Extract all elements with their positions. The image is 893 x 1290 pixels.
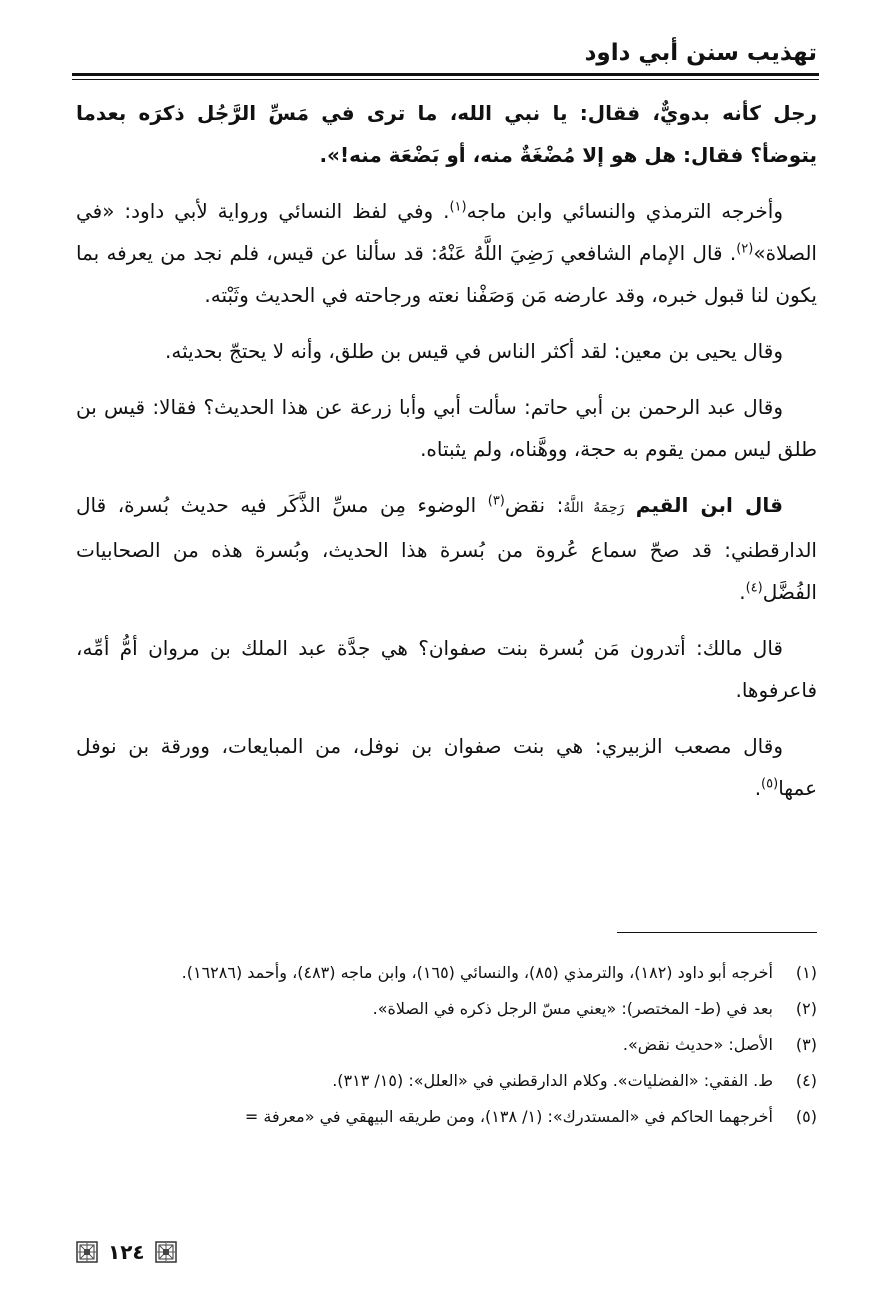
footnote-item (76, 1099, 817, 1135)
footnote-ref-5[interactable]: (٥) (761, 776, 779, 792)
footnote-number: (٣) (795, 1035, 817, 1054)
footnote-separator (617, 932, 817, 933)
page-number: ١٢٤ (108, 1240, 145, 1264)
footnote-text: أخرجه أبو داود (١٨٢)، والترمذي (٨٥)، والنسائي (١٦٥)، وابن ماجه (٤٨٣)، وأحمد (١٦٢٨٦). (181, 963, 773, 982)
footnotes (76, 955, 817, 1135)
footnote-item (76, 955, 817, 991)
paragraph-2 (76, 190, 817, 316)
header-rule-thin (72, 79, 819, 80)
paragraph-5-text-a: : نقض (504, 493, 564, 517)
paragraph-4-text: وقال عبد الرحمن بن أبي حاتم: سألت أبي وأبا زرعة عن هذا الحديث؟ فقالا: قيس بن طلق ليس ممن يقوم به حجة، ووهَّناه، ولم يثبتاه. (76, 395, 817, 461)
footnote-number: (٢) (795, 999, 817, 1018)
footnote-item (76, 1027, 817, 1063)
paragraph-1-text: رجل كأنه بدويٌّ، فقال: يا نبي الله، ما ترى في مَسِّ الرَّجُل ذكرَه بعدما يتوضأ؟ فقال: هل هو إلا مُضْغَةٌ منه، أو بَضْعَة منه!». (76, 101, 817, 167)
ornament-icon (155, 1241, 177, 1263)
footnote-text: الأصل: «حديث نقض». (622, 1035, 773, 1054)
paragraph-2-text-c: . قال الإمام الشافعي رَضِيَ اللَّهُ عَنْهُ: قد سألنا عن قيس، فلم نجد من يعرفه بما يكون لنا قبول خبره، وقد عارضه مَن وَصَفْنا نعته ورجاحته في الحديث وثَبْته. (76, 241, 817, 307)
header-rule-thick (72, 73, 819, 76)
paragraph-7-text-a: وقال مصعب الزبيري: هي بنت صفوان بن نوفل، من المبايعات، وورقة بن نوفل عمها (76, 734, 817, 800)
paragraph-5 (76, 484, 817, 613)
paragraph-4 (76, 386, 817, 470)
paragraph-6-text: قال مالك: أتدرون مَن بُسرة بنت صفوان؟ هي جدَّة عبد الملك بن مروان أمُّ أمِّه، فاعرفوها. (76, 636, 817, 702)
paragraph-3-text: وقال يحيى بن معين: لقد أكثر الناس في قيس بن طلق، وأنه لا يحتجّ بحديثه. (164, 339, 783, 363)
paragraph-7 (76, 725, 817, 809)
paragraph-7-text-b: . (754, 776, 762, 800)
ornament-icon (76, 1241, 98, 1263)
footnote-ref-1[interactable]: (١) (449, 199, 467, 215)
footnote-number: (٤) (795, 1071, 817, 1090)
footnote-ref-4[interactable]: (٤) (745, 580, 763, 596)
paragraph-3 (76, 330, 817, 372)
paragraph-5-text-b: الوضوء مِن مسِّ الذَّكَر فيه حديث بُسرة، قال الدارقطني: قد صحّ سماع عُروة من بُسرة هذا الحديث، وبُسرة هذه من الصحابيات الفُضَّل (76, 493, 817, 604)
paragraph-2-text-b: . وفي لفظ النسائي ورواية لأبي داود: «في الصلاة» (76, 199, 817, 265)
footnote-number: (١) (795, 963, 817, 982)
footnote-item (76, 1063, 817, 1099)
footnote-ref-3[interactable]: (٣) (487, 493, 505, 509)
footnote-text: أخرجهما الحاكم في «المستدرك»: (١/ ١٣٨)، ومن طريقه البيهقي في «معرفة = (244, 1107, 773, 1126)
footnote-text: ط. الفقي: «الفضليات». وكلام الدارقطني في «العلل»: (١٥/ ٣١٣). (332, 1071, 773, 1090)
paragraph-2-text-a: وأخرجه الترمذي والنسائي وابن ماجه (466, 199, 783, 223)
paragraph-6 (76, 627, 817, 711)
footnote-ref-2[interactable]: (٢) (736, 241, 754, 257)
footnote-text: بعد في (ط- المختصر): «يعني مسّ الرجل ذكره في الصلاة». (372, 999, 773, 1018)
paragraph-5-lead: قال ابن القيم (635, 493, 783, 517)
main-text (76, 92, 817, 823)
running-header-title: تهذيب سنن أبي داود (584, 40, 817, 66)
paragraph-5-honorific: رَحِمَهُ اللَّهُ (563, 500, 625, 516)
paragraph-1 (76, 92, 817, 176)
footnote-item (76, 991, 817, 1027)
paragraph-5-text-c: . (739, 580, 746, 604)
footnote-number: (٥) (795, 1107, 817, 1126)
page-footer (76, 1240, 177, 1264)
